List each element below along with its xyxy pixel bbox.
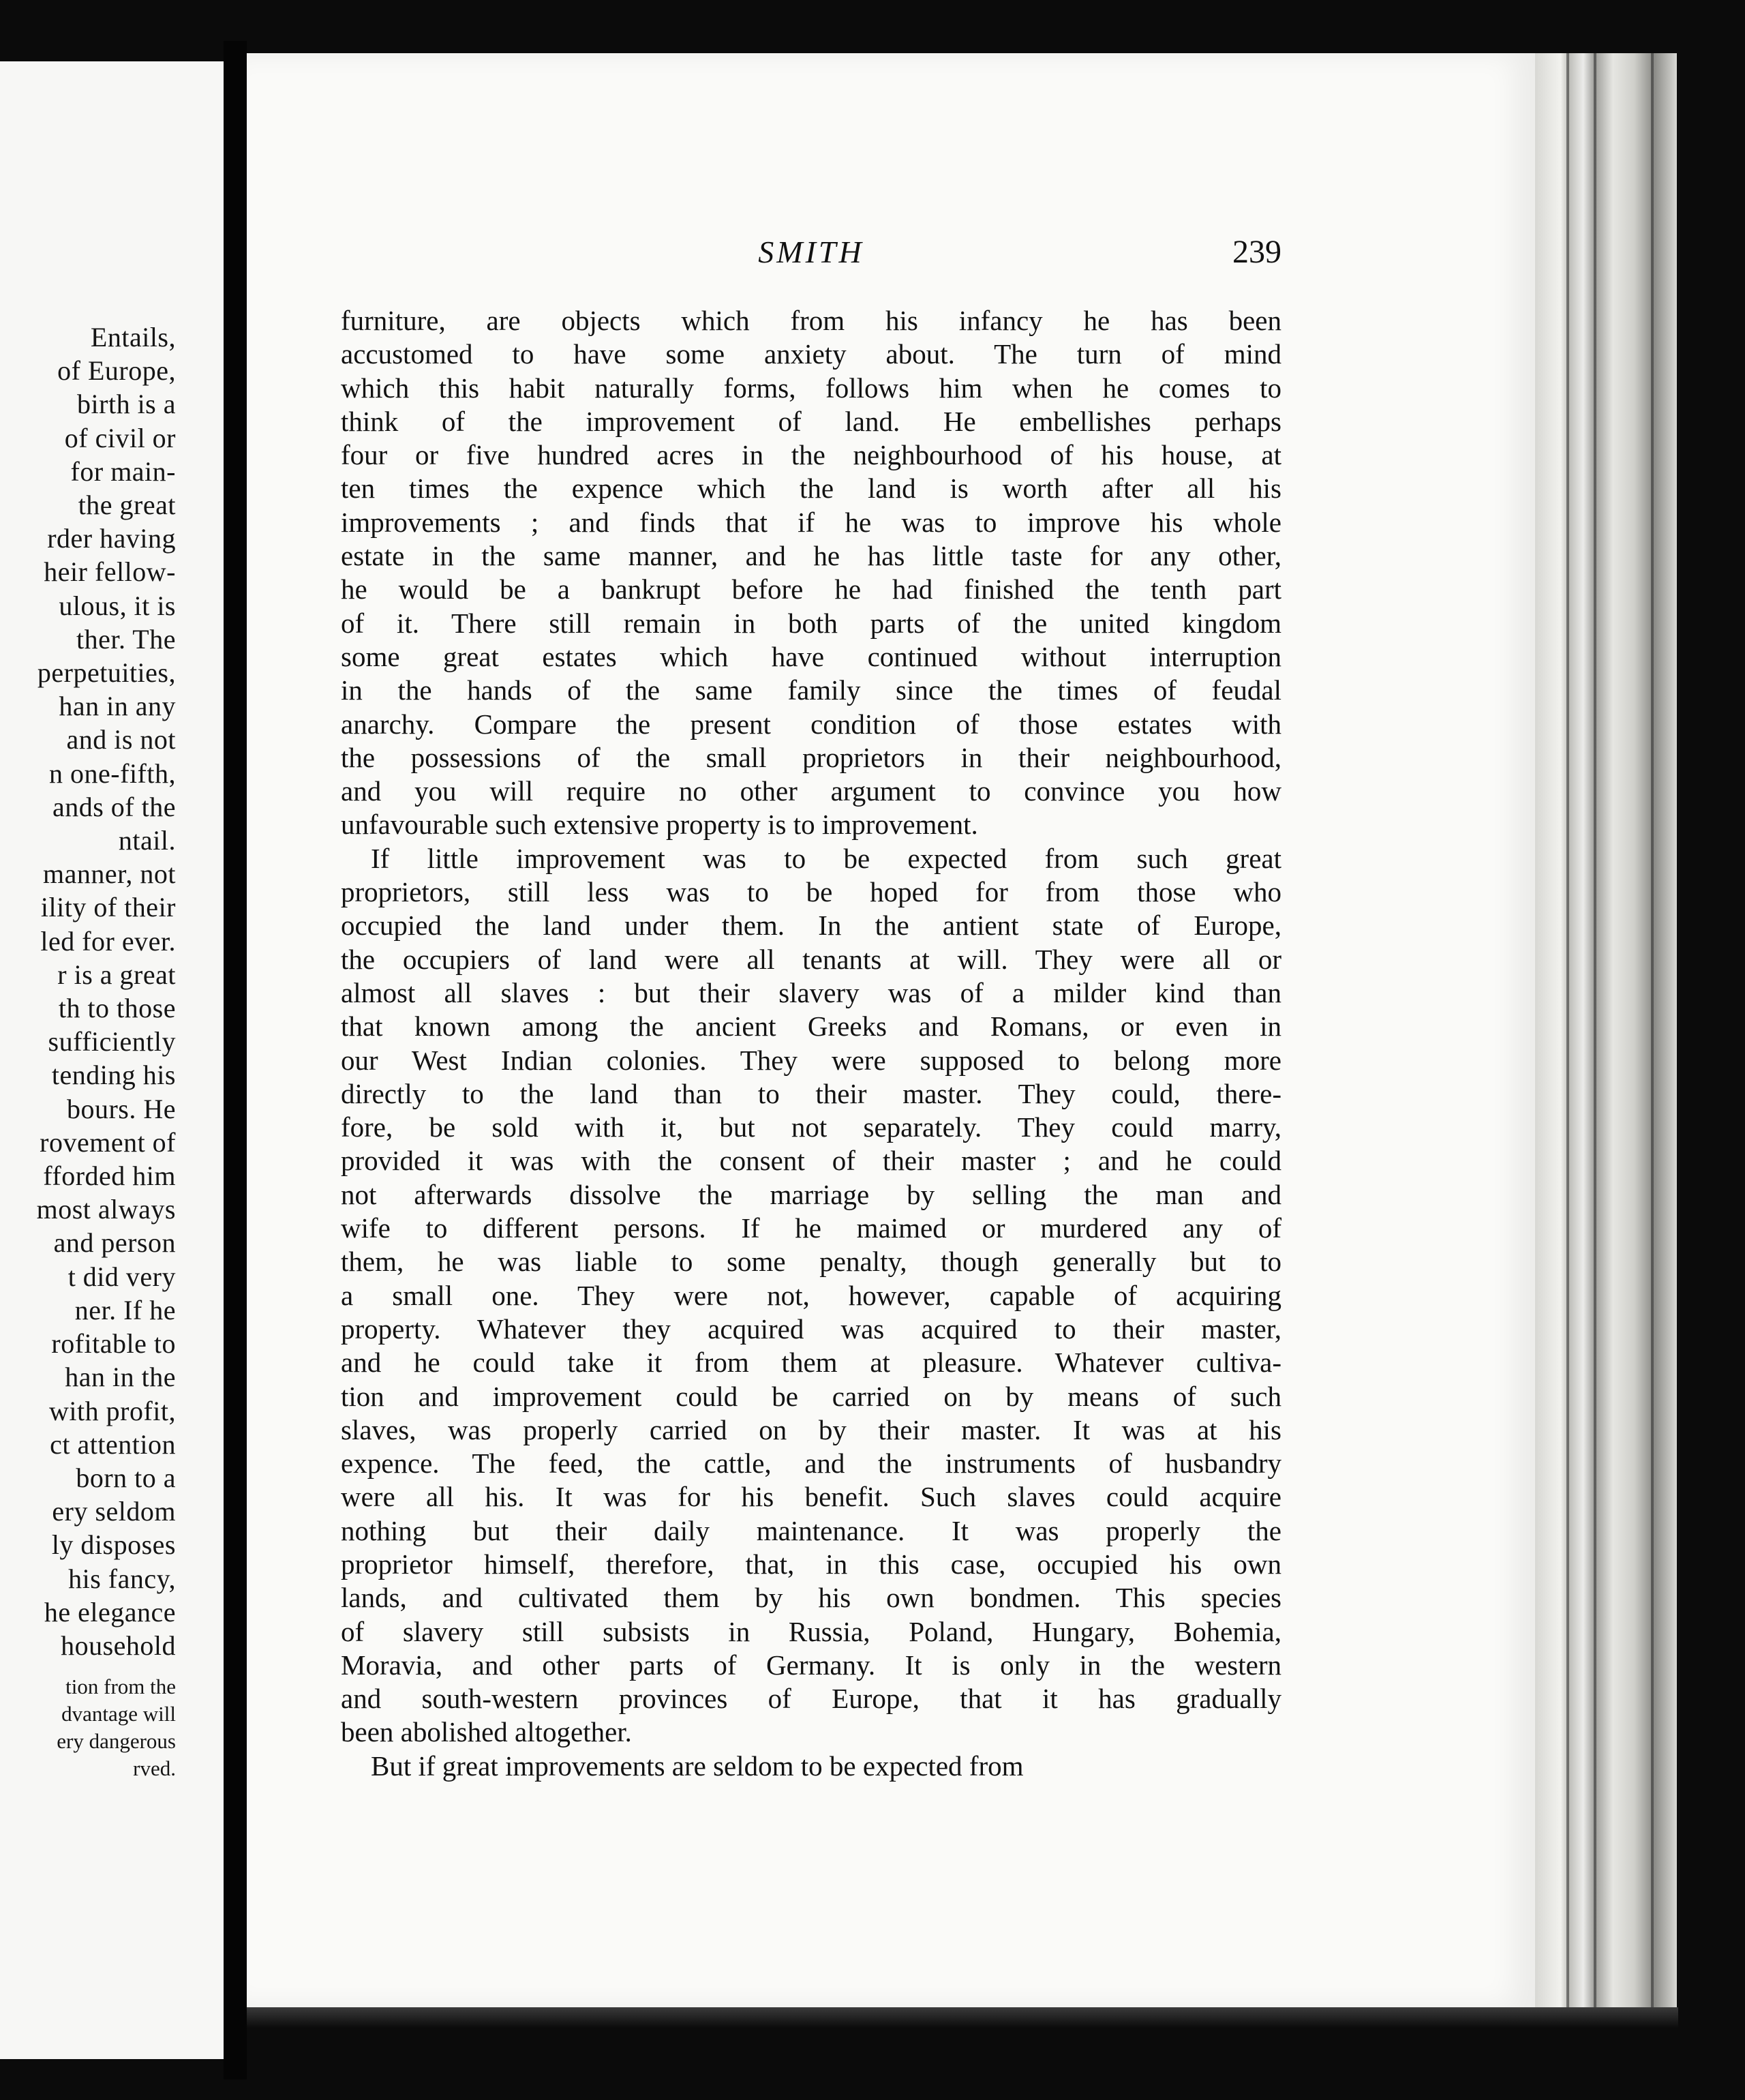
body-line: and south-western provinces of Europe, that it has gradually	[341, 1683, 1281, 1715]
body-line: four or five hundred acres in the neighbourhood of his house, at	[341, 439, 1281, 471]
body-line: think of the improvement of land. He embellishes perhaps	[341, 405, 1281, 437]
previous-page-line: manner, not	[43, 858, 176, 890]
body-line: them, he was liable to some penalty, though generally but to	[341, 1246, 1281, 1278]
body-line: furniture, are objects which from his infancy he has been	[341, 305, 1281, 336]
previous-page-text	[0, 320, 176, 1782]
previous-page-line: ct attention	[50, 1428, 176, 1460]
previous-page-footnote-line: ery dangerous	[57, 1729, 176, 1754]
previous-page-line: led for ever.	[40, 925, 176, 957]
body-line: ten times the expence which the land is worth after all his	[341, 472, 1281, 505]
previous-page-line: birth is a	[77, 389, 176, 420]
previous-page-line: perpetuities,	[37, 657, 176, 689]
previous-page-line: sufficiently	[48, 1026, 176, 1058]
previous-page-line: ther. The	[76, 623, 176, 655]
page-body-text	[341, 304, 1281, 1783]
previous-page-line: the great	[78, 490, 176, 521]
body-line: and you will require no other argument to convince you how	[341, 775, 1281, 807]
previous-page-line: rofitable to	[51, 1328, 176, 1360]
body-line: occupied the land under them. In the antient state of Europe,	[341, 910, 1281, 942]
body-line: almost all slaves : but their slavery was of a milder kind than	[341, 976, 1281, 1008]
body-line: wife to different persons. If he maimed or murdered any of	[341, 1212, 1281, 1244]
body-line: in the hands of the same family since the times of feudal	[341, 674, 1281, 706]
previous-page-line: ly disposes	[51, 1529, 176, 1561]
previous-page-line: for main-	[70, 455, 176, 487]
body-line: some great estates which have continued without interruption	[341, 640, 1281, 672]
body-line: been abolished altogether.	[341, 1716, 632, 1748]
body-line: were all his. It was for his benefit. Such slaves could acquire	[341, 1481, 1281, 1513]
previous-page-line: ands of the	[52, 791, 176, 822]
previous-page-line: and person	[53, 1227, 176, 1259]
previous-page-line: r is a great	[57, 959, 176, 990]
body-line: which this habit naturally forms, follows him when he comes to	[341, 372, 1281, 404]
body-line: a small one. They were not, however, capable of acquiring	[341, 1279, 1281, 1311]
body-line: that known among the ancient Greeks and Romans, or even in	[341, 1010, 1281, 1042]
body-line: the possessions of the small proprietors in their neighbourhood,	[341, 741, 1281, 773]
book-fore-edge	[1535, 53, 1677, 2017]
previous-page-line: ulous, it is	[59, 590, 176, 621]
previous-page-footnote	[0, 1673, 176, 1782]
previous-page-footnote-line: rved.	[133, 1756, 176, 1781]
body-line: not afterwards dissolve the marriage by selling the man and	[341, 1178, 1281, 1210]
body-line: directly to the land than to their master. They could, there-	[341, 1077, 1281, 1109]
previous-page-footnote-line: tion from the	[65, 1675, 176, 1699]
previous-page-line: heir fellow-	[44, 556, 176, 588]
page-number: 239	[1232, 234, 1281, 270]
running-title: SMITH	[758, 235, 864, 269]
previous-page-line: th to those	[58, 993, 176, 1024]
previous-page-line: of Europe,	[57, 355, 176, 387]
body-line: of slavery still subsists in Russia, Poland, Hungary, Bohemia,	[341, 1615, 1281, 1647]
body-line: nothing but their daily maintenance. It was properly the	[341, 1514, 1281, 1546]
body-line: Moravia, and other parts of Germany. It is only in the western	[341, 1649, 1281, 1681]
previous-page-fragment	[0, 61, 224, 2059]
previous-page-line: his fancy,	[68, 1563, 176, 1594]
body-line: accustomed to have some anxiety about. The turn of mind	[341, 338, 1281, 370]
body-line: and he could take it from them at pleasure. Whatever cultiva-	[341, 1347, 1281, 1379]
body-line: of it. There still remain in both parts of the united kingdom	[341, 607, 1281, 639]
previous-page-line: han in any	[59, 691, 176, 722]
previous-page-line: rder having	[47, 523, 176, 554]
body-line: tion and improvement could be carried on by means of such	[341, 1380, 1281, 1412]
body-line: proprietor himself, therefore, that, in this case, occupied his own	[341, 1548, 1281, 1580]
body-line: proprietors, still less was to be hoped for from those who	[341, 876, 1281, 908]
running-head	[341, 225, 1281, 280]
previous-page-line: with profit,	[49, 1395, 176, 1426]
body-line: improvements ; and finds that if he was to improve his whole	[341, 506, 1281, 538]
previous-page-line: han in the	[65, 1362, 176, 1393]
body-line: he would be a bankrupt before he had finished the tenth part	[341, 573, 1281, 605]
body-line: slaves, was properly carried on by their master. It was at his	[341, 1413, 1281, 1445]
previous-page-line: ery seldom	[52, 1496, 176, 1527]
body-line: property. Whatever they acquired was acquired to their master,	[341, 1312, 1281, 1345]
previous-page-line: rovement of	[40, 1126, 176, 1158]
previous-page-line: n one-fifth,	[49, 758, 176, 789]
previous-page-footnote-line: dvantage will	[61, 1702, 176, 1726]
body-line: If little improvement was to be expected from such great	[371, 842, 1281, 874]
previous-page-line: Entails,	[90, 322, 176, 352]
previous-page-line: ner. If he	[74, 1294, 176, 1325]
previous-page-lines	[0, 320, 176, 1662]
previous-page-line: t did very	[67, 1261, 176, 1292]
body-line: But if great improvements are seldom to be expected from	[371, 1750, 1024, 1782]
body-line: fore, be sold with it, but not separately. They could marry,	[341, 1111, 1281, 1143]
previous-page-line: bours. He	[66, 1093, 176, 1124]
previous-page-line: and is not	[66, 724, 176, 755]
body-line: estate in the same manner, and he has little taste for any other,	[341, 540, 1281, 572]
previous-page-line: household	[61, 1630, 176, 1661]
page-bottom-shadow	[247, 2007, 1678, 2028]
previous-page-line: of civil or	[64, 422, 176, 453]
previous-page-line: most always	[36, 1194, 176, 1225]
body-line: unfavourable such extensive property is to improvement.	[341, 809, 978, 841]
previous-page-line: tending his	[51, 1060, 176, 1091]
previous-page-line: ntail.	[118, 825, 176, 856]
body-line: anarchy. Compare the present condition of those estates with	[341, 708, 1281, 740]
previous-page-line: he elegance	[44, 1596, 176, 1627]
body-line: our West Indian colonies. They were supposed to belong more	[341, 1044, 1281, 1076]
book-gutter	[224, 41, 247, 2080]
body-line: provided it was with the consent of their master ; and he could	[341, 1145, 1281, 1177]
body-line: the occupiers of land were all tenants at will. They were all or	[341, 943, 1281, 975]
body-line: expence. The feed, the cattle, and the instruments of husbandry	[341, 1448, 1281, 1480]
previous-page-line: born to a	[76, 1462, 176, 1493]
previous-page-line: ility of their	[40, 892, 176, 923]
body-line: lands, and cultivated them by his own bondmen. This species	[341, 1582, 1281, 1614]
previous-page-line: fforded him	[43, 1160, 176, 1192]
